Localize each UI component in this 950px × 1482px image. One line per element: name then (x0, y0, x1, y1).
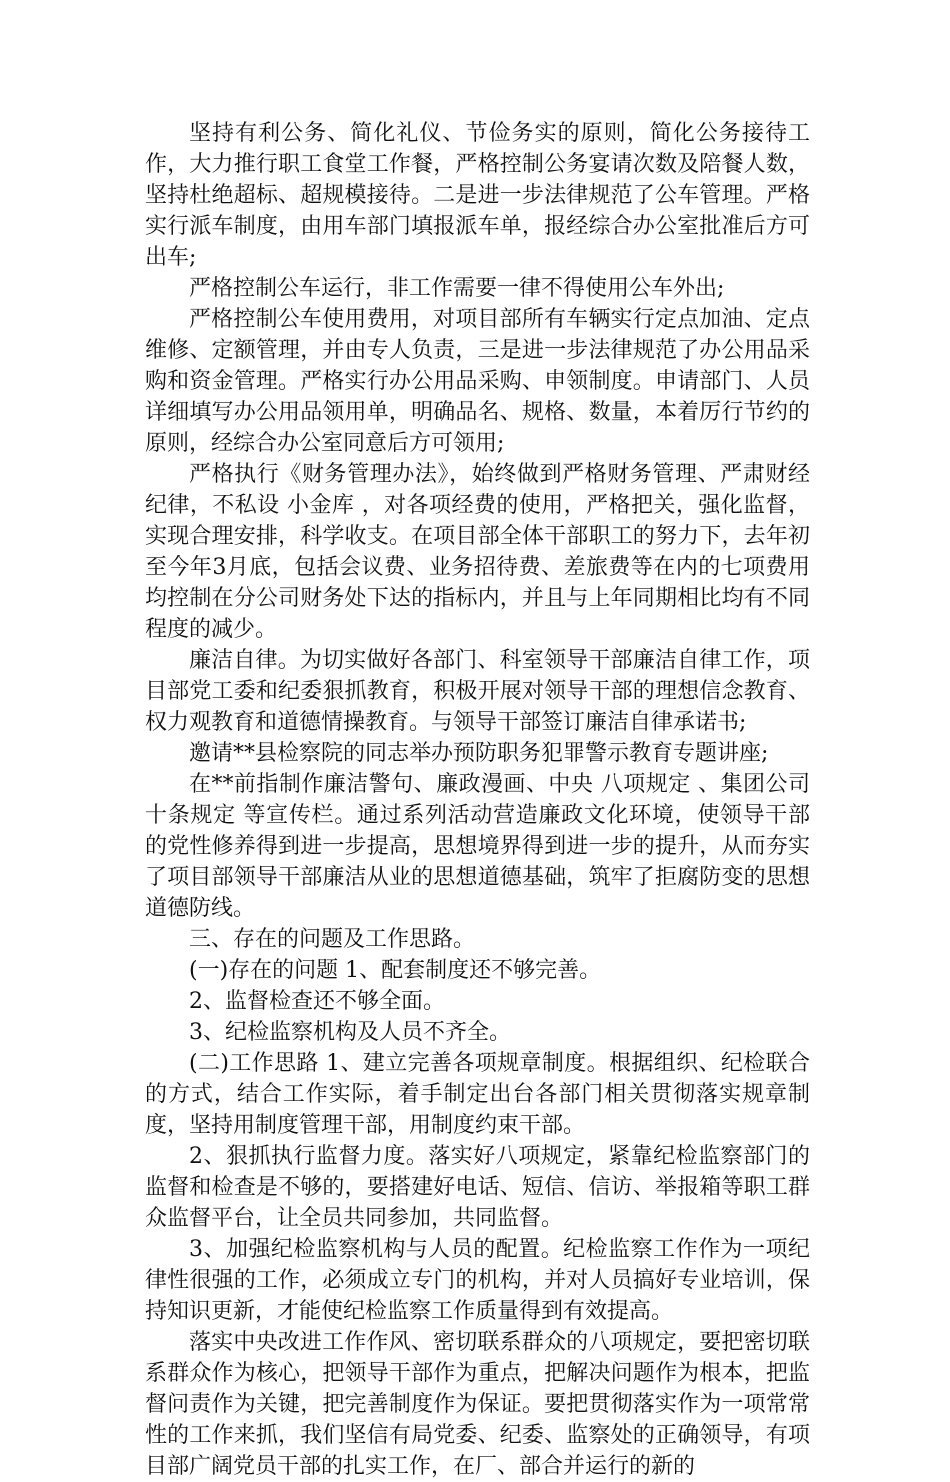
paragraph: (二)工作思路 1、建立完善各项规章制度。根据组织、纪检联合的方式，结合工作实际，着手制定出台各部门相关贯彻落实规章制度，坚持用制度管理干部，用制度约束干部。 (145, 1051, 810, 1138)
paragraph: 2、狠抓执行监督力度。落实好八项规定，紧靠纪检监察部门的监督和检查是不够的，要搭建好电话、短信、信访、举报箱等职工群众监督平台，让全员共同参加，共同监督。 (145, 1144, 810, 1231)
paragraph: 严格控制公车运行，非工作需要一律不得使用公车外出; (189, 276, 725, 301)
paragraph: 3、纪检监察机构及人员不齐全。 (189, 1020, 511, 1045)
paragraph: 严格控制公车使用费用，对项目部所有车辆实行定点加油、定点维修、定额管理，并由专人负责，三是进一步法律规范了办公用品采购和资金管理。严格实行办公用品采购、申领制度。申请部门、人员详细填写办公用品领用单，明确品名、规格、数量，本着厉行节约的原则，经综合办公室同意后方可领用; (145, 307, 810, 456)
paragraph: 严格执行《财务管理办法》，始终做到严格财务管理、严肃财经纪律，不私设 小金库 ，对各项经费的使用，严格把关，强化监督，实现合理安排，科学收支。在项目部全体干部职工的努力下，去年初至今年3月底，包括会议费、业务招待费、差旅费等在内的七项费用均控制在分公司财务处下达的指标内，并且与上年同期相比均有不同程度的减少。 (145, 462, 810, 642)
paragraph: (一)存在的问题 1、配套制度还不够完善。 (189, 958, 602, 983)
paragraph: 落实中央改进工作作风、密切联系群众的八项规定，要把密切联系群众作为核心，把领导干部作为重点，把解决问题作为根本，把监督问责作为关键，把完善制度作为保证。要把贯彻落实作为一项常常性的工作来抓，我们坚信有局党委、纪委、监察处的正确领导，有项目部广阔党员干部的扎实工作，在厂、部合并运行的新的 (145, 1330, 810, 1479)
paragraph: 在**前指制作廉洁警句、廉政漫画、中央 八项规定 、集团公司 十条规定 等宣传栏。通过系列活动营造廉政文化环境，使领导干部的党性修养得到进一步提高，思想境界得到进一步的提升，从而夯实了项目部领导干部廉洁从业的思想道德基础，筑牢了拒腐防变的思想道德防线。 (145, 772, 810, 921)
paragraph: 2、监督检查还不够全面。 (189, 989, 445, 1014)
paragraph: 邀请**县检察院的同志举办预防职务犯罪警示教育专题讲座; (189, 741, 769, 766)
paragraph: 坚持有利公务、简化礼仪、节俭务实的原则，简化公务接待工作，大力推行职工食堂工作餐，严格控制公务宴请次数及陪餐人数，坚持杜绝超标、超规模接待。二是进一步法律规范了公车管理。严格实行派车制度，由用车部门填报派车单，报经综合办公室批准后方可出车; (145, 121, 810, 270)
paragraph: 廉洁自律。为切实做好各部门、科室领导干部廉洁自律工作，项目部党工委和纪委狠抓教育，积极开展对领导干部的理想信念教育、权力观教育和道德情操教育。与领导干部签订廉洁自律承诺书; (145, 648, 810, 735)
document-body (145, 118, 810, 1482)
paragraph: 3、加强纪检监察机构与人员的配置。纪检监察工作作为一项纪律性很强的工作，必须成立专门的机构，并对人员搞好专业培训，保持知识更新，才能使纪检监察工作质量得到有效提高。 (145, 1237, 810, 1324)
section-heading: 三、存在的问题及工作思路。 (189, 927, 476, 952)
